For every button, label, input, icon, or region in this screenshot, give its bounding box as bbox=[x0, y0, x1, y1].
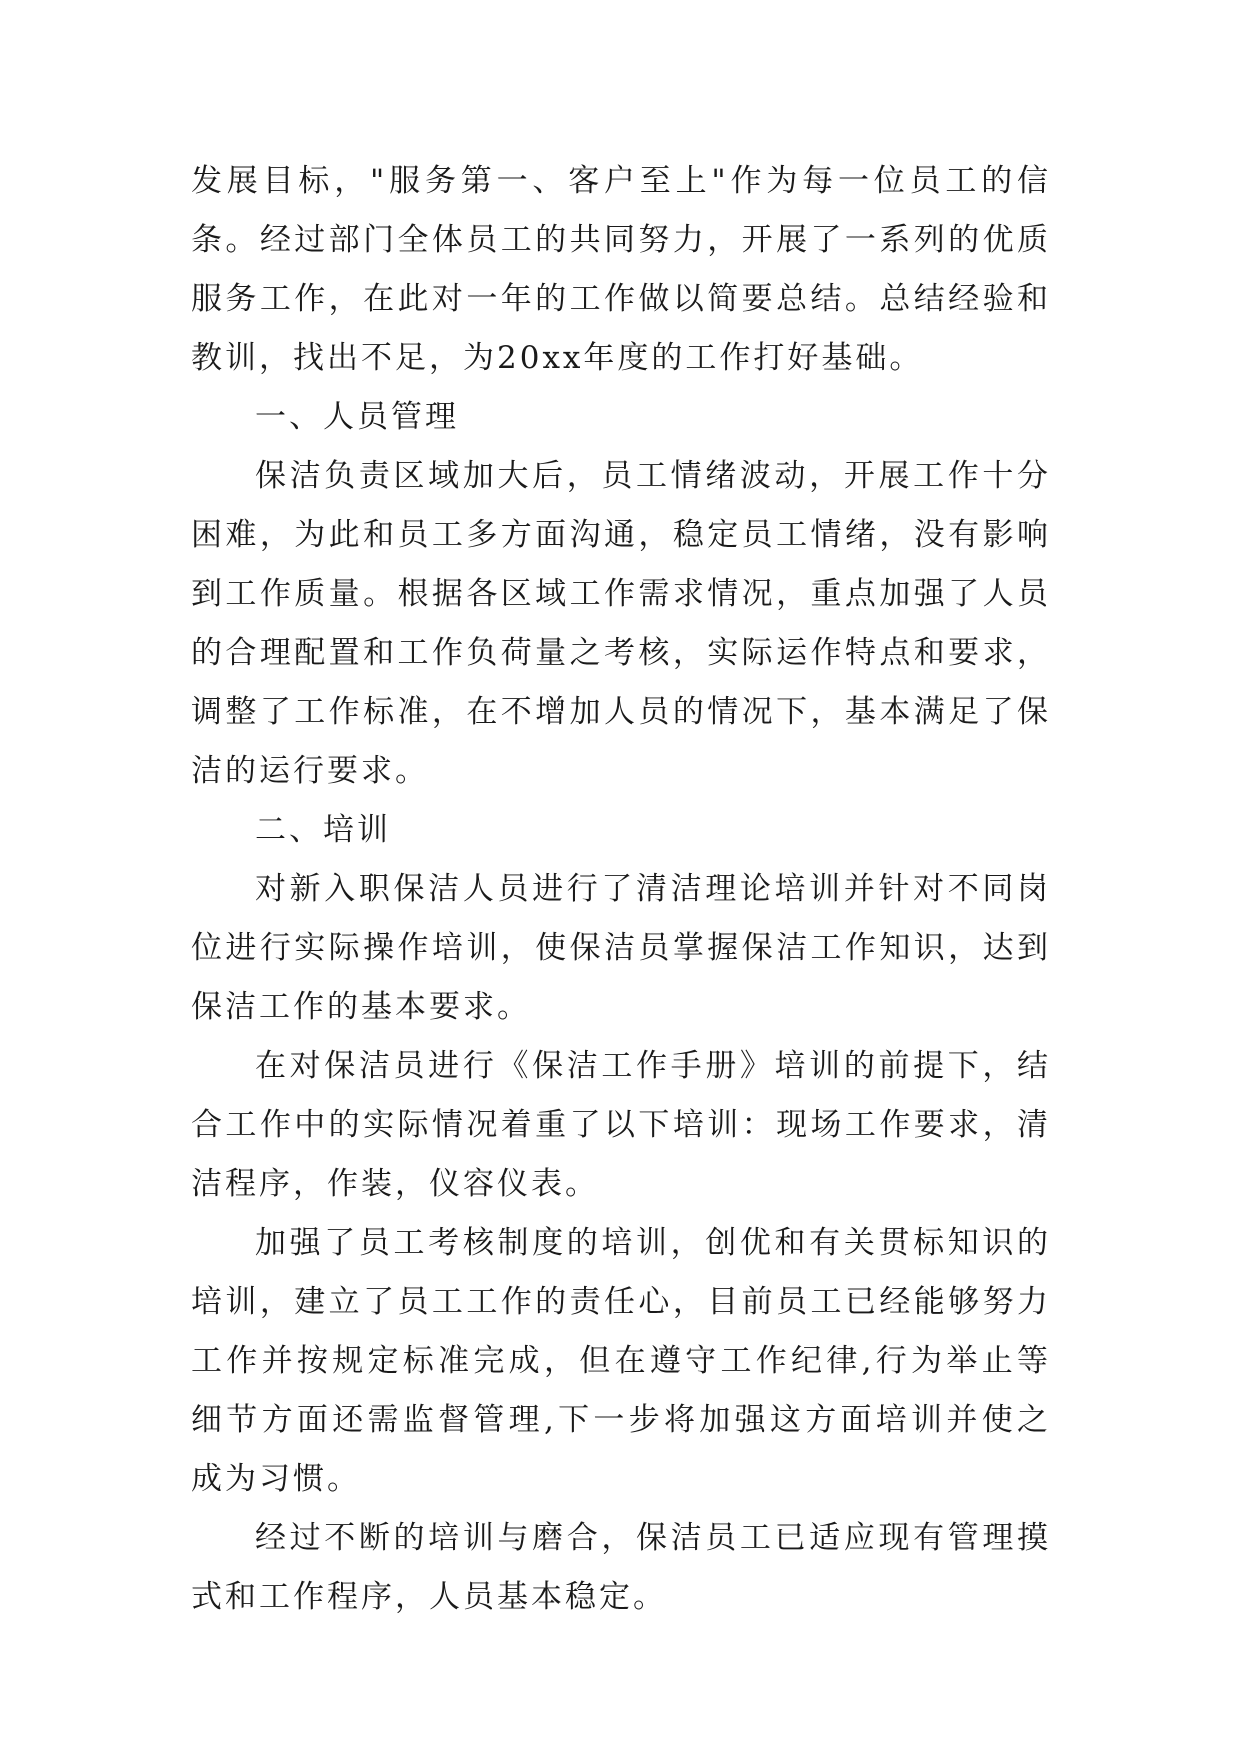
paragraph-training-result: 经过不断的培训与磨合，保洁员工已适应现有管理摸式和工作程序，人员基本稳定。 bbox=[191, 1520, 1051, 1615]
document-body bbox=[191, 152, 1051, 1627]
section-heading-personnel: 一、人员管理 bbox=[255, 399, 459, 435]
paragraph-training-new-staff: 对新入职保洁人员进行了清洁理论培训并针对不同岗位进行实际操作培训，使保洁员掌握保洁工作知识，达到保洁工作的基本要求。 bbox=[191, 871, 1051, 1025]
section-heading-training: 二、培训 bbox=[255, 812, 391, 848]
paragraph-personnel: 保洁负责区域加大后，员工情绪波动，开展工作十分困难，为此和员工多方面沟通，稳定员工情绪，没有影响到工作质量。根据各区域工作需求情况，重点加强了人员的合理配置和工作负荷量之考核，实际运作特点和要求，调整了工作标准，在不增加人员的情况下，基本满足了保洁的运行要求。 bbox=[191, 458, 1051, 789]
paragraph-intro: 发展目标，"服务第一、客户至上"作为每一位员工的信条。经过部门全体员工的共同努力，开展了一系列的优质服务工作，在此对一年的工作做以简要总结。总结经验和教训，找出不足，为20xx年度的工作打好基础。 bbox=[191, 163, 1051, 376]
paragraph-training-manual: 在对保洁员进行《保洁工作手册》培训的前提下，结合工作中的实际情况着重了以下培训：现场工作要求，清洁程序，作装，仪容仪表。 bbox=[191, 1048, 1051, 1202]
paragraph-training-assessment: 加强了员工考核制度的培训，创优和有关贯标知识的培训，建立了员工工作的责任心，目前员工已经能够努力工作并按规定标准完成，但在遵守工作纪律,行为举止等细节方面还需监督管理,下一步将加强这方面培训并使之成为习惯。 bbox=[191, 1225, 1051, 1497]
